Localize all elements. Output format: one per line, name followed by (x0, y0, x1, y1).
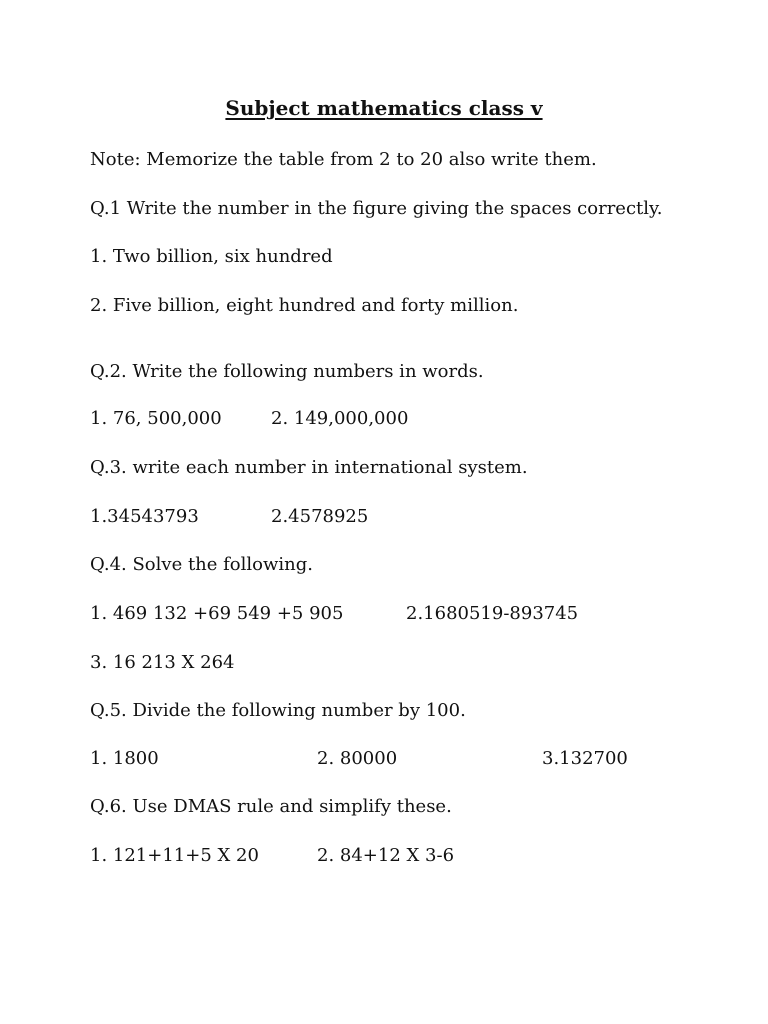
q3-heading: Q.3. write each number in international system. (90, 457, 528, 478)
q1-item-1: 1. Two billion, six hundred (90, 246, 333, 267)
note-text: Note: Memorize the table from 2 to 20 also write them. (90, 149, 597, 170)
q1-heading: Q.1 Write the number in the figure giving the spaces correctly. (90, 198, 663, 219)
q4-item-3: 3. 16 213 X 264 (90, 652, 235, 673)
q5-item-3: 3.132700 (542, 748, 628, 769)
q2-item-1: 1. 76, 500,000 (90, 408, 222, 429)
q3-item-2: 2.4578925 (271, 506, 369, 527)
q5-heading: Q.5. Divide the following number by 100. (90, 700, 466, 721)
q2-heading: Q.2. Write the following numbers in words. (90, 361, 484, 382)
q4-heading: Q.4. Solve the following. (90, 554, 313, 575)
q4-item-2: 2.1680519-893745 (406, 603, 579, 624)
q5-item-1: 1. 1800 (90, 748, 159, 769)
q5-item-2: 2. 80000 (317, 748, 398, 769)
page-title: Subject mathematics class v (225, 96, 543, 120)
q2-item-2: 2. 149,000,000 (271, 408, 409, 429)
q6-heading: Q.6. Use DMAS rule and simplify these. (90, 796, 452, 817)
q6-item-2: 2. 84+12 X 3-6 (317, 845, 455, 866)
q4-item-1: 1. 469 132 +69 549 +5 905 (90, 603, 344, 624)
q6-item-1: 1. 121+11+5 X 20 (90, 845, 259, 866)
q1-item-2: 2. Five billion, eight hundred and forty million. (90, 295, 519, 316)
q3-item-1: 1.34543793 (90, 506, 199, 527)
